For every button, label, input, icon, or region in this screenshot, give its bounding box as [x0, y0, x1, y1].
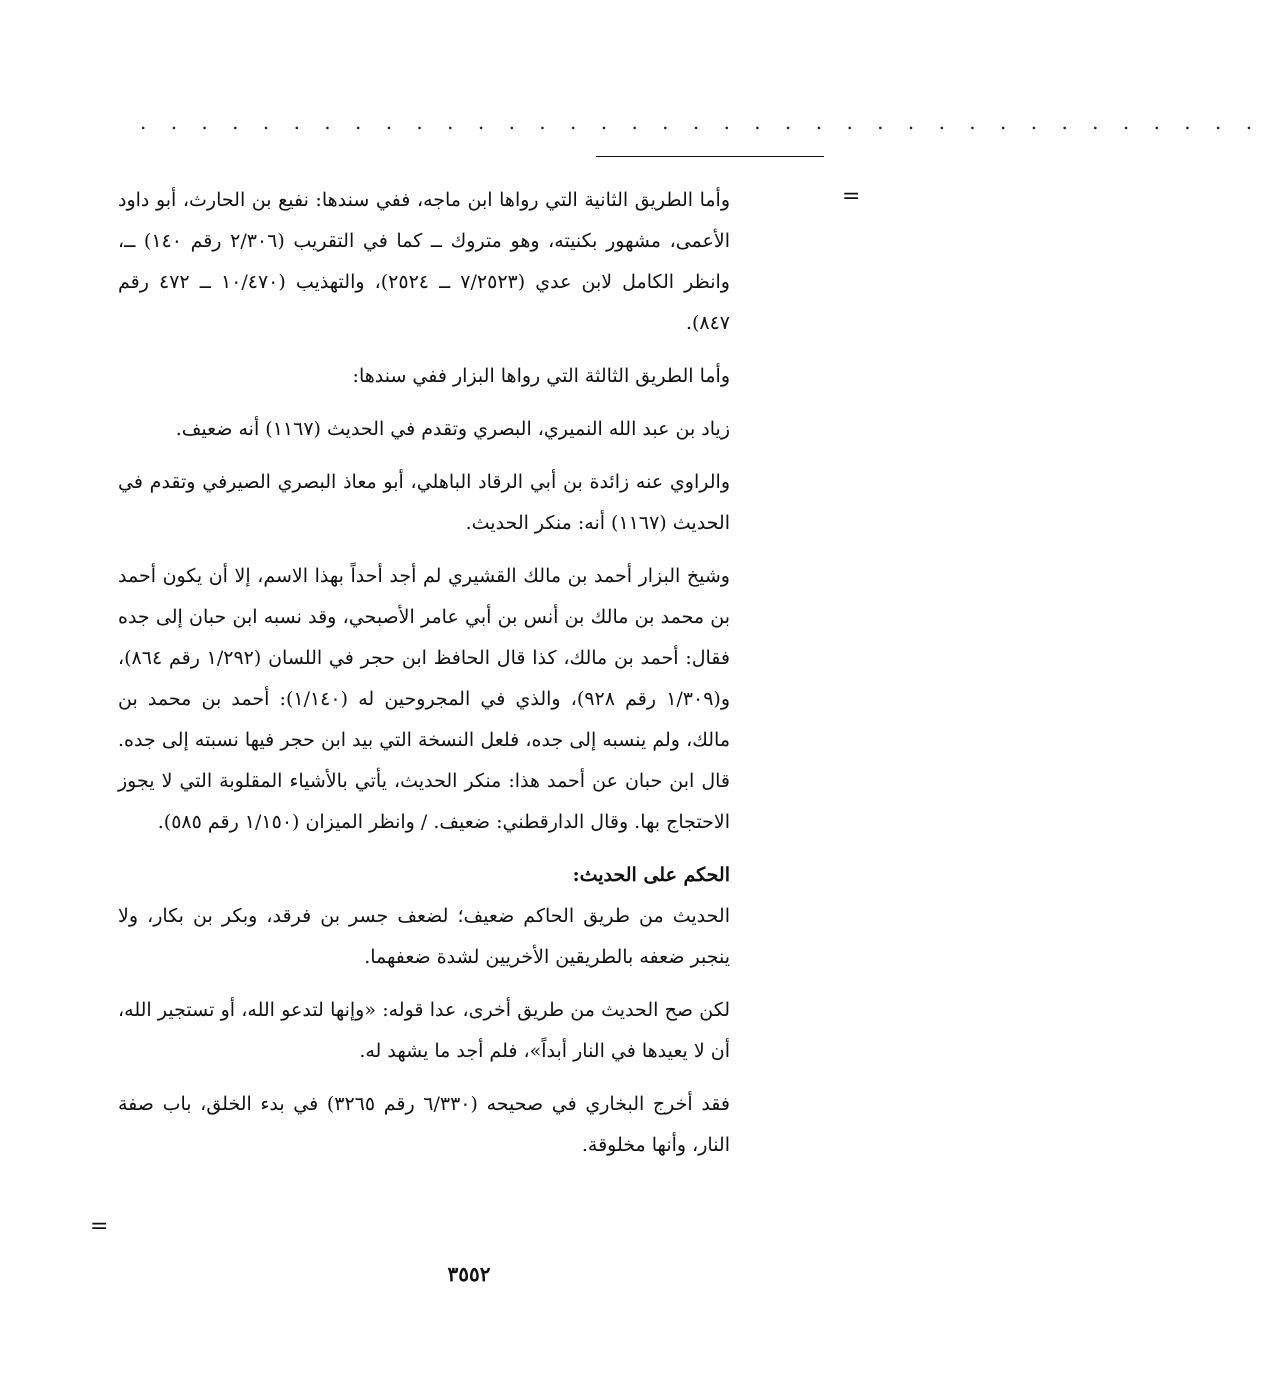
header-dot-leader: . . . . . . . . . . . . . . . . . . . . . . . . . . . . . . . . . . . . . [140, 110, 1261, 134]
continuation-mark-bottom: = [90, 1214, 109, 1239]
page-number: ٣٥٥٢ [447, 1262, 491, 1286]
continuation-mark-top: = [842, 184, 861, 209]
paragraph-bazzar-sheikh: وشيخ البزار أحمد بن مالك القشيري لم أجد أحداً بهذا الاسم، إلا أن يكون أحمد بن محمد بن مالك بن أنس بن أبي عامر الأصبحي، وقد نسبه ابن حبان إلى جده فقال: أحمد بن مالك، كذا قال الحافظ ابن حجر في اللسان (١/٢٩٢ رقم ٨٦٤)، و(١/٣٠٩ رقم ٩٢٨)، والذي في المجروحين له (١/١٤٠): أحمد بن محمد بن مالك، ولم ينسبه إلى جده، فلعل النسخة التي بيد ابن حجر فيها نسبته إلى جده. قال ابن حبان عن أحمد هذا: منكر الحديث، يأتي بالأشياء المقلوبة التي لا يجوز الاحتجاج بها. وقال الدارقطني: ضعيف. / وانظر الميزان (١/١٥٠ رقم ٥٨٥). [118, 565, 731, 833]
paragraph-ibn-majah-route: وأما الطريق الثانية التي رواها ابن ماجه، ففي سندها: نفيع بن الحارث، أبو داود الأعمى، مشهور بكنيته، وهو متروك ــ كما في التقريب (٢/٣٠٦ رقم ١٤٠) ــ، وانظر الكامل لابن عدي (٧/٢٥٢٣ ــ ٢٥٢٤)، والتهذيب (١٠/٤٧٠ ــ ٤٧٢ رقم ٨٤٧). [118, 189, 730, 334]
footnote-body [118, 180, 730, 1178]
paragraph-zaida-narrator: والراوي عنه زائدة بن أبي الرقاد الباهلي، أبو معاذ البصري الصيرفي وتقدم في الحديث (١١٦٧) أنه: منكر الحديث. [118, 471, 730, 534]
footnote-separator-rule [596, 156, 824, 157]
ruling-heading: الحكم على الحديث: [572, 864, 730, 886]
paragraph-bukhari-reference: فقد أخرج البخاري في صحيحه (٦/٣٣٠ رقم ٣٢٦٥) في بدء الخلق، باب صفة النار، وأنها مخلوقة. [118, 1093, 730, 1156]
paragraph-ziyad-narrator: زياد بن عبد الله النميري، البصري وتقدم في الحديث (١١٦٧) أنه ضعيف. [175, 418, 730, 440]
paragraph-bazzar-route-intro: وأما الطريق الثالثة التي رواها البزار ففي سندها: [352, 365, 730, 387]
paragraph-authentic-route: لكن صح الحديث من طريق أخرى، عدا قوله: «وإنها لتدعو الله، أو تستجير الله، أن لا يعيدها في النار أبداً»، فلم أجد ما يشهد له. [118, 999, 730, 1062]
paragraph-ruling: الحديث من طريق الحاكم ضعيف؛ لضعف جسر بن فرقد، وبكر بن بكار، ولا ينجبر ضعفه بالطريقين الأخريين لشدة ضعفهما. [118, 905, 730, 968]
